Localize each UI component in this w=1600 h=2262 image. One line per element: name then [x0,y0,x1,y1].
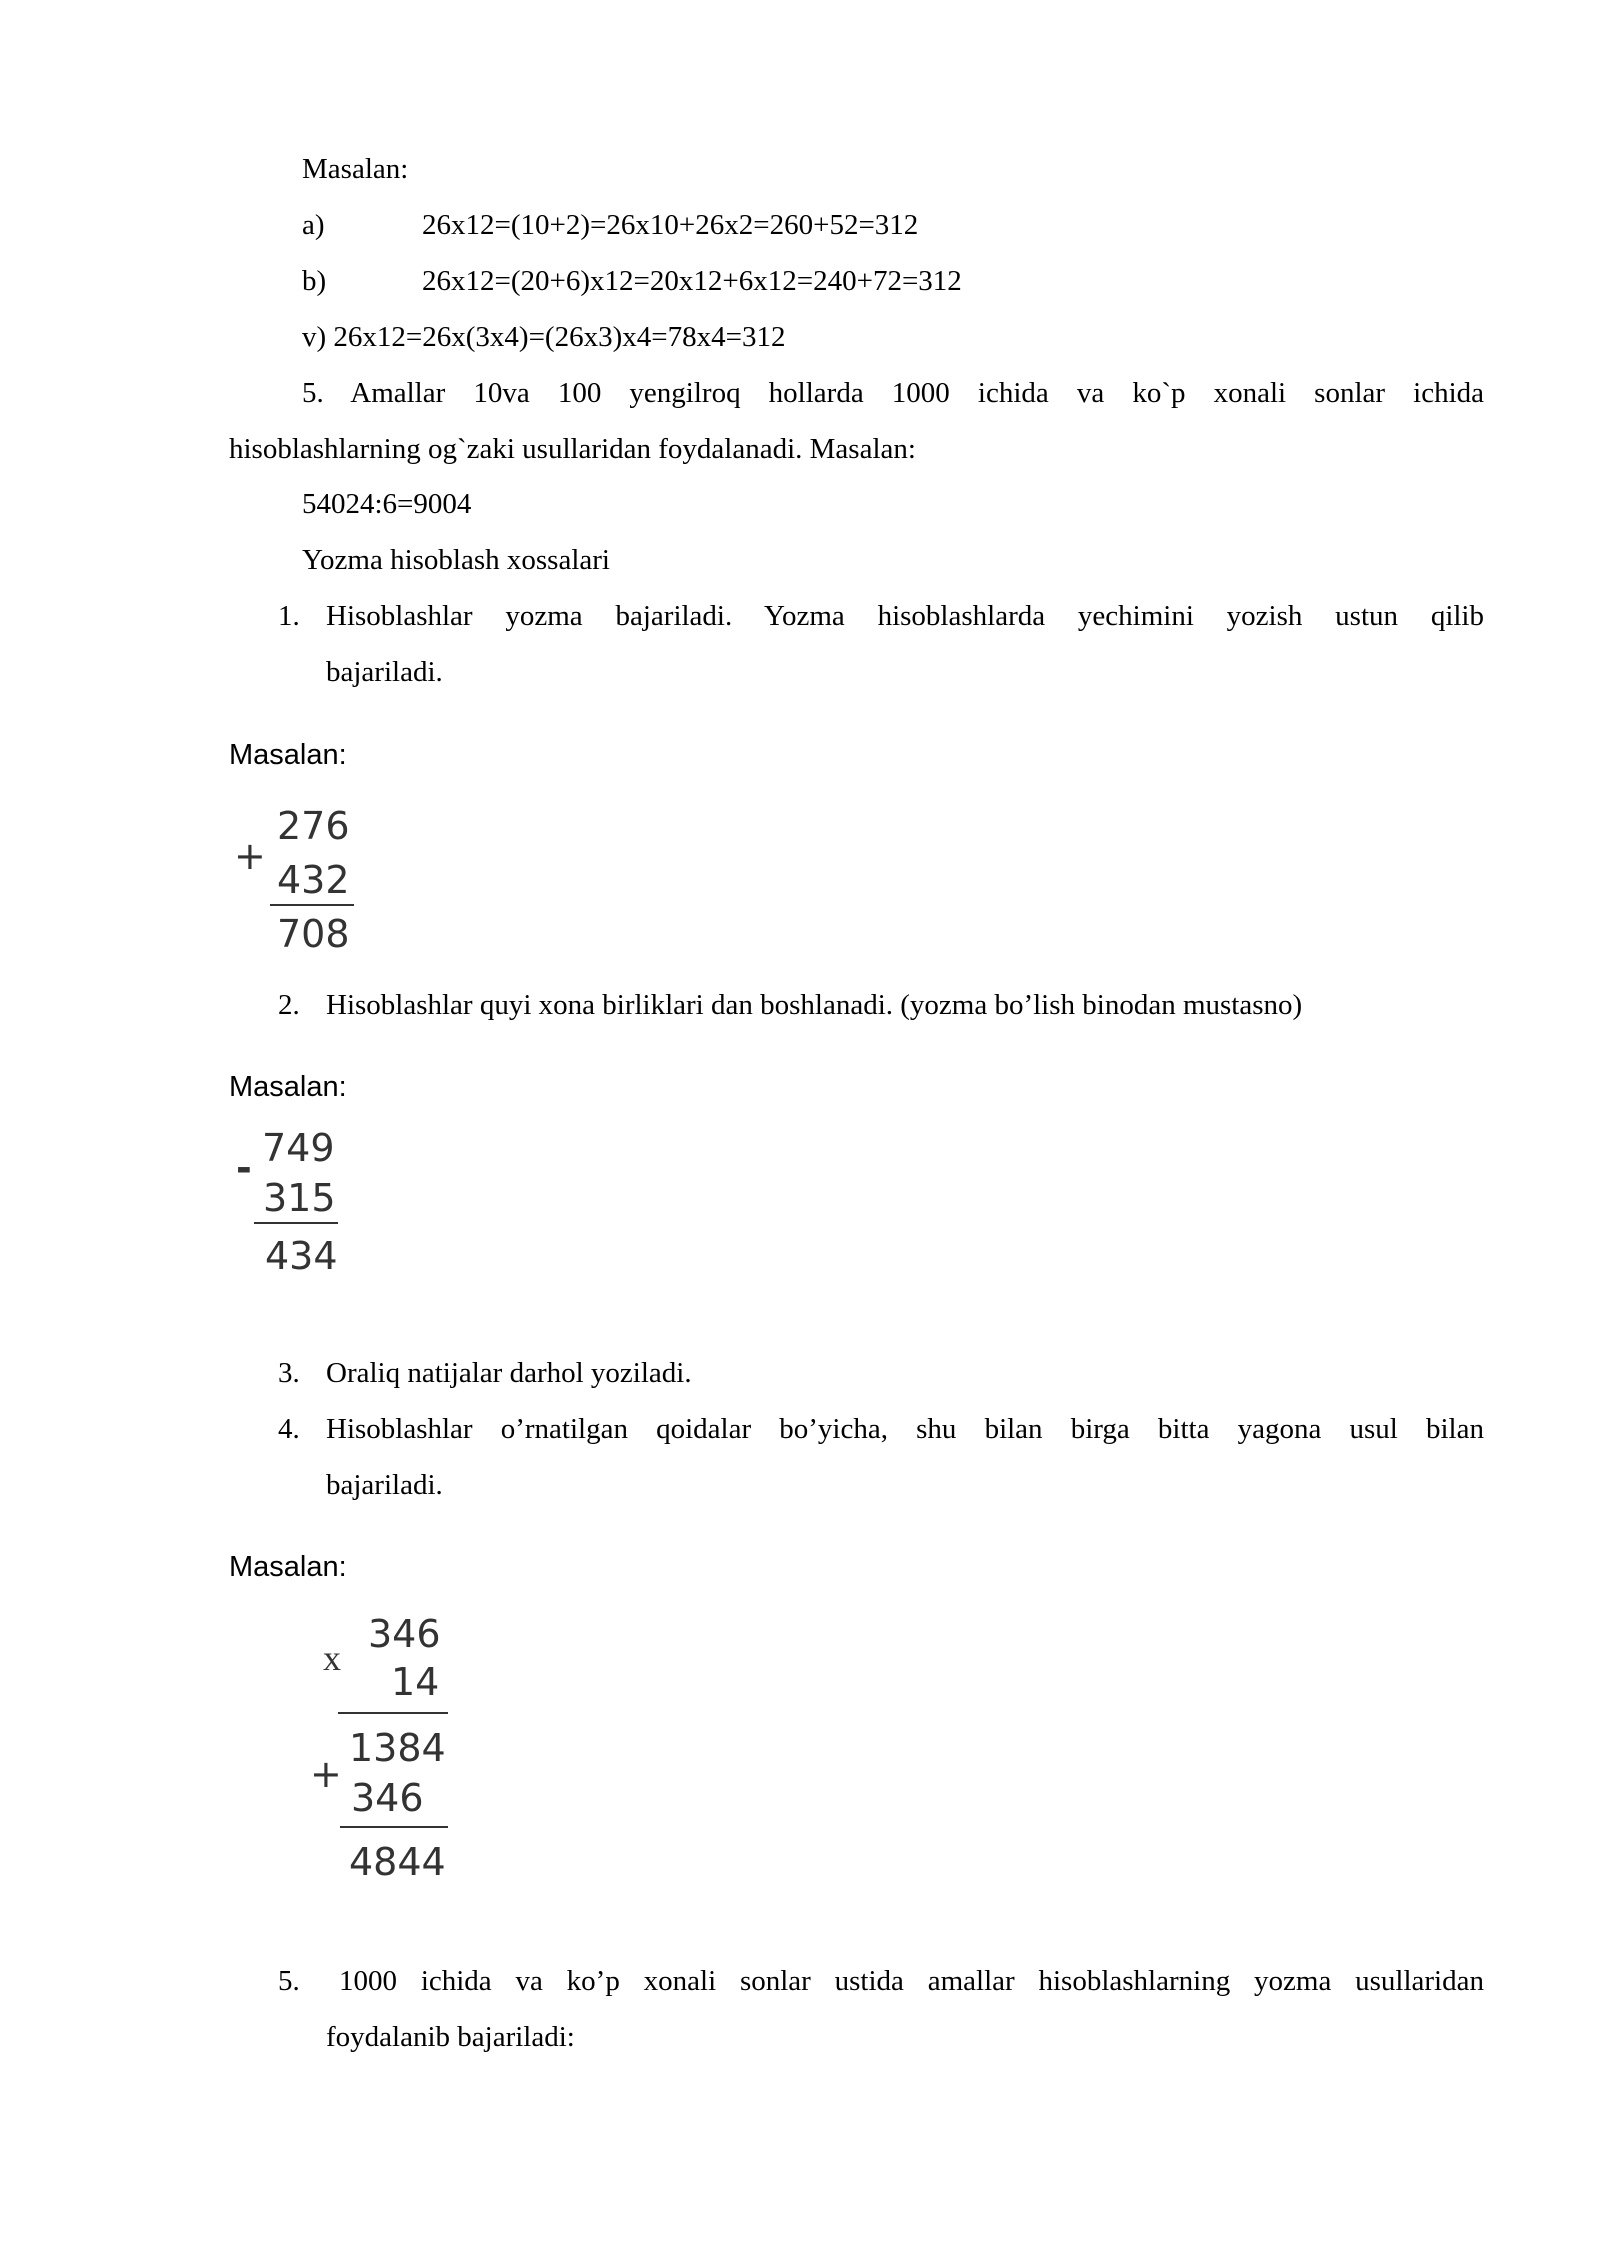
list-number-1: 1. [278,600,300,632]
item-b-expression: 26x12=(20+6)x12=20x12+6x12=240+72=312 [422,265,962,297]
addend-1: 276 [277,804,350,848]
item-a-label: a) [302,209,325,241]
partial-product-1: 1384 [349,1726,446,1770]
minuend: 749 [262,1126,335,1170]
section-heading: Yozma hisoblash xossalari [302,544,610,576]
product-line-2 [340,1826,448,1828]
list-item-5-line2: foydalanib bajariladi: [326,2021,575,2053]
multiplier: 14 [391,1660,440,1704]
paragraph-5-line1: 5. Amallar 10va 100 yengilroq hollarda 1000 ichida va ko`p xonali sonlar ichida [302,377,1484,409]
list-item-1-line2: bajariladi. [326,656,443,688]
list-item-1-line1: Hisoblashlar yozma bajariladi. Yozma hisoblashlarda yechimini yozish ustun qilib [326,600,1484,632]
paragraph-5-line2: hisoblashlarning og`zaki usullaridan foydalanadi. Masalan: [229,433,916,465]
list-item-3-line1: Oraliq natijalar darhol yoziladi. [326,1357,692,1389]
list-item-4-line2: bajariladi. [326,1469,443,1501]
product-result: 4844 [349,1840,446,1884]
masalan-label: Masalan: [302,153,409,185]
sum-result: 708 [277,912,350,956]
difference-line [254,1222,338,1224]
partial-product-2: 346 [351,1776,424,1820]
subtrahend: 315 [263,1176,336,1220]
plus-sign: + [234,834,266,878]
list-number-2: 2. [278,989,300,1021]
difference-result: 434 [265,1234,338,1278]
list-number-4: 4. [278,1413,300,1445]
list-number-5: 5. [278,1965,300,1997]
plus-sign-2: + [310,1752,342,1796]
multiplicand: 346 [368,1612,441,1656]
list-item-4-line1: Hisoblashlar o’rnatilgan qoidalar bo’yicha, shu bilan birga bitta yagona usul bilan [326,1413,1484,1445]
minus-sign: - [236,1146,252,1190]
masalan-label-3: Masalan: [229,1551,347,1583]
item-a-expression: 26x12=(10+2)=26x10+26x2=260+52=312 [422,209,919,241]
multiply-sign: x [323,1638,341,1678]
masalan-label-2: Masalan: [229,1071,347,1103]
list-item-2-line1: Hisoblashlar quyi xona birliklari dan boshlanadi. (yozma bo’lish binodan mustasno) [326,989,1303,1021]
list-number-3: 3. [278,1357,300,1389]
item-b-label: b) [302,265,327,297]
addend-2: 432 [277,858,350,902]
sum-line [270,904,354,906]
product-line-1 [338,1712,448,1714]
list-item-5-line1: 1000 ichida va ko’p xonali sonlar ustida amallar hisoblashlarning yozma usullaridan [339,1965,1484,1997]
division-example: 54024:6=9004 [302,488,472,520]
masalan-label-1: Masalan: [229,739,347,771]
item-v-expression: v) 26x12=26x(3x4)=(26x3)x4=78x4=312 [302,321,786,353]
